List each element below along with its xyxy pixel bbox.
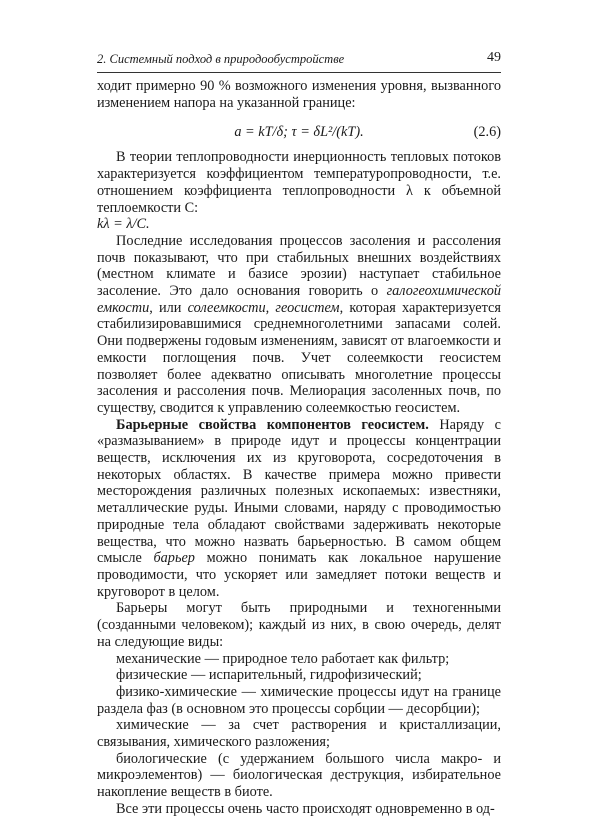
list-item-physicochemical: физико-химические — химические процессы идут на границе раздела фаз (в основном это процессы сорбции — десорбции); [97, 683, 501, 717]
paragraph-final: Все эти процессы очень часто происходят одновременно в од- [116, 800, 495, 817]
paragraph-continuation: ходит примерно 90 % возможного изменения уровня, вызванного изменением напора на указанной границе: [97, 78, 501, 111]
list-item-physical: физические — испарительный, гидрофизический; [116, 667, 422, 684]
body-text [97, 78, 501, 818]
list-item-mechanical: механические — природное тело работает как фильтр; [116, 650, 450, 667]
list-item-biological: биологические (с удержанием большого числа макро- и микроэлементов) — биологическая деструкция, избирательное накопление веществ в биоте. [97, 750, 501, 801]
formula-thermal-diffusivity: kλ = λ/C. [97, 216, 150, 233]
header-rule [97, 72, 501, 73]
italic-term: барьер [153, 550, 195, 567]
chapter-title: 2. Системный подход в природообустройстве [97, 52, 345, 66]
italic-term: солеемкости, геосистем [187, 299, 340, 316]
formula-expression: a = kT/δ; τ = δL²/(kT). [234, 124, 364, 141]
italic-term: галогеохимической емкости [97, 283, 501, 316]
section-heading: Барьерные свойства компонентов геосистем. [116, 416, 429, 433]
running-header [97, 50, 501, 70]
formula-label: (2.6) [473, 124, 501, 141]
text-run: Последние исследования процессов засоления и рассоления почв показывают, что при стабильных внешних воздействиях (местном климате и базисе эрозии) наступает стабильное засоление. Это дало основания говорить о [97, 232, 501, 300]
paragraph-salinization [97, 233, 501, 417]
text-run: , которая характеризуется стабилизировавшимися среднемноголетними запасами солей. Они подвержены годовым изменениям, зависят от влагоемкости и емкости поглощения почв. Учет солеемкости геосистем позволяет более адекватно описывать многолетние процессы засоления и рассоления почв. Мелиорация засоленных почв, по существу, сводится к управлению солеемкостью геосистем. [97, 299, 501, 416]
formula-2-6 [97, 117, 501, 147]
text-run: Наряду с «размазыванием» в природе идут и процессы концентрации веществ, исключения их из круговорота, сосредоточения в некоторых областях. В качестве примера можно привести месторождения различных полезных ископаемых: известняки, металлические руды. Иными словами, наряду с проводимостью природные тела обладают свойствами задерживать некоторые вещества, что можно назвать барьерностью. В самом общем смысле [97, 416, 501, 567]
list-item-chemical: химические — за счет растворения и кристаллизации, связывания, химического разложения; [97, 717, 501, 751]
paragraph-barrier-types: Барьеры могут быть природными и техногенными (созданными человеком); каждый из них, в свою очередь, делят на следующие виды: [97, 600, 501, 650]
paragraph-heat-conduction: В теории теплопроводности инерционность тепловых потоков характеризуется коэффициентом температуропроводности, т.е. отношением коэффициента теплопроводности λ к объемной теплоемкости C: [97, 149, 501, 216]
page-number: 49 [487, 50, 501, 65]
paragraph-barrier-properties [97, 417, 501, 601]
text-run: , или [149, 299, 188, 316]
text-run: можно понимать как локальное нарушение проводимости, что ускоряет или замедляет потоки веществ и круговорот в целом. [97, 550, 501, 600]
